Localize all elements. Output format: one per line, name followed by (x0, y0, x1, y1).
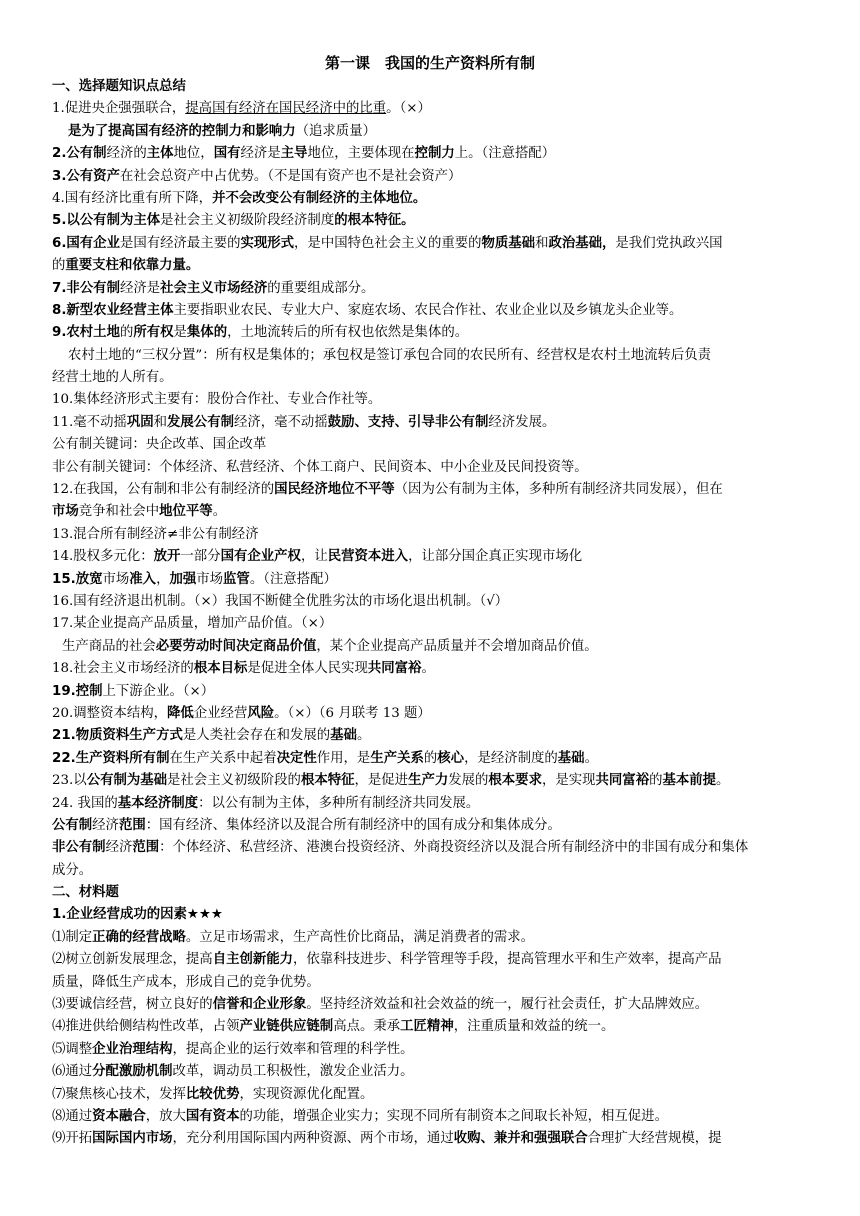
text-segment: ：国有经济、集体经济以及混合所有制经济中的国有成分和集体成分。 (145, 817, 561, 833)
emphasis-text: 工匠精神 (400, 1019, 454, 1035)
text-line (52, 233, 808, 255)
emphasis-text: 范围 (118, 817, 146, 833)
text-line (52, 143, 808, 165)
text-segment: ⑸调整 (52, 1041, 93, 1057)
emphasis-text: 正确的经营战略 (92, 929, 186, 945)
text-line (52, 389, 808, 411)
text-segment: （追求质量） (295, 123, 376, 139)
emphasis-text: 公有制为基础 (86, 773, 168, 789)
text-line (52, 322, 808, 344)
text-segment: （因为公有制为主体，多种所有制经济共同发展），但在 (394, 482, 723, 498)
emphasis-text: 根本要求 (488, 773, 542, 789)
section-heading (52, 882, 808, 904)
text-segment: 发展的 (448, 773, 489, 789)
emphasis-text: 根本特征 (300, 773, 355, 789)
text-segment: 成分。 (52, 862, 93, 878)
emphasis-text: 生产关系 (370, 750, 424, 766)
text-line (52, 793, 808, 815)
text-segment: 经济 (105, 840, 133, 856)
emphasis-text: 巩固 (126, 414, 154, 430)
text-segment: 23.以 (52, 773, 87, 789)
text-line (52, 636, 808, 658)
emphasis-text: 决定性 (276, 750, 317, 766)
text-line (52, 1016, 808, 1038)
text-line (52, 278, 808, 300)
emphasis-text: 3.公有资产 (52, 168, 120, 184)
emphasis-text: 国民经济地位不平等 (274, 482, 395, 498)
emphasis-text: 收购、兼并和强强联合 (453, 1131, 588, 1147)
emphasis-text: 鼓励、支持、引导非公有制 (327, 414, 489, 430)
text-line (52, 994, 808, 1016)
emphasis-text: 国际国内市场 (92, 1131, 173, 1147)
emphasis-text: 国有企业产权 (220, 549, 301, 565)
text-segment: 经济，毫不动摇 (233, 414, 328, 430)
emphasis-text: 比较优势 (185, 1086, 240, 1102)
emphasis-text: 发展公有制 (167, 414, 234, 430)
text-segment: 质量，降低生产成本，形成自己的竞争优势。 (52, 974, 320, 990)
text-segment: ， (156, 571, 170, 587)
text-segment: 的重要组成部分。 (267, 280, 375, 296)
emphasis-text: 非公有制 (52, 840, 106, 856)
text-segment: 。 (356, 728, 371, 744)
emphasis-text: 6.国有企业 (52, 235, 120, 251)
text-line (52, 972, 808, 994)
text-segment: 是社会主义初级阶段的 (167, 773, 301, 789)
text-line (52, 121, 808, 143)
emphasis-text: 基础 (330, 728, 357, 744)
text-segment: 经济的 (106, 146, 147, 162)
emphasis-text: 并不会改变公有制经济的主体地位。 (212, 190, 427, 206)
text-segment: 18.社会主义市场经济的 (52, 661, 194, 677)
text-line (52, 569, 808, 591)
text-segment: ，某个企业提高产品质量并不会增加商品价值。 (316, 638, 598, 654)
underlined-text: 提高国有经济在国民经济中的比重 (185, 101, 387, 117)
emphasis-text: 生产力 (408, 773, 449, 789)
text-line (52, 591, 808, 613)
text-segment: ，是实现 (541, 773, 596, 789)
text-segment: 竞争和社会中 (78, 504, 160, 520)
text-segment: 。 (584, 750, 598, 766)
text-line (52, 703, 808, 725)
emphasis-text: 8.新型农业经营主体 (52, 302, 174, 318)
emphasis-text: 重要支柱和依靠力量。 (65, 258, 200, 274)
text-segment: 11.毫不动摇 (52, 414, 127, 430)
emphasis-text: 信誉和企业形象 (212, 997, 307, 1013)
text-line (52, 725, 808, 747)
text-segment: 13.混合所有制经济≠非公有制经济 (52, 526, 259, 542)
text-segment: 1.企业经营成功的因素★★★ (52, 907, 223, 923)
text-segment: 是国有经济最主要的 (119, 235, 241, 251)
text-segment: 4.国有经济比重有所下降， (52, 190, 213, 206)
emphasis-text: 所有权 (133, 325, 174, 341)
emphasis-text: 是为了提高国有经济的控制力和影响力 (68, 123, 296, 139)
text-line (52, 255, 808, 277)
text-segment: ，是中国特色社会主义的重要的 (294, 235, 482, 251)
emphasis-text: 范围 (132, 840, 160, 856)
text-segment: 改革，调动员工积极性，激发企业活力。 (172, 1064, 414, 1080)
text-segment: ⑺聚焦核心技术，发挥 (52, 1086, 186, 1102)
text-segment: 企业经营 (193, 705, 248, 721)
text-line (52, 837, 808, 859)
text-line (52, 188, 808, 210)
emphasis-text: 企业治理结构 (92, 1041, 173, 1057)
text-line (52, 434, 808, 456)
emphasis-text: 9.农村土地 (52, 325, 120, 341)
text-segment: 12.在我国，公有制和非公有制经济的 (52, 482, 275, 498)
emphasis-text: 21.物质资料生产方式 (52, 728, 183, 744)
text-segment: 16.国有经济退出机制。（×）我国不断健全优胜劣汰的市场化退出机制。（√） (52, 593, 509, 609)
text-segment: 经济发展。 (488, 414, 556, 430)
text-segment: 。（注意搭配） (249, 571, 337, 587)
text-segment: ，实现资源优化配置。 (239, 1086, 374, 1102)
text-segment: 是社会主义初级阶段经济制度 (160, 213, 335, 229)
text-segment: ：以公有制为主体，多种所有制经济共同发展。 (198, 795, 480, 811)
emphasis-text: 必要劳动时间决定商品价值 (155, 638, 317, 654)
emphasis-text: 控制力 (414, 146, 455, 162)
text-line (52, 412, 808, 434)
text-segment: ：个体经济、私营经济、港澳台投资经济、外商投资经济以及混合所有制经济中的非国有成分和集体 (159, 840, 749, 856)
page-title: 第一课 我国的生产资料所有制 (324, 54, 535, 72)
text-line (52, 524, 808, 546)
document-body (52, 76, 808, 1151)
text-line (52, 1061, 808, 1083)
emphasis-text: 共同富裕 (595, 773, 650, 789)
emphasis-text: 基本前提 (662, 773, 717, 789)
text-line (52, 345, 808, 367)
text-segment: 和 (153, 414, 168, 430)
text-line (52, 367, 808, 389)
text-segment: 一、选择题知识点总结 (52, 79, 186, 94)
text-segment: 地位， (173, 146, 214, 162)
emphasis-text: 7.非公有制 (52, 280, 120, 296)
text-line (52, 1084, 808, 1106)
text-segment: 。 (716, 773, 730, 789)
text-segment: 。（×）（6 月联考 13 题） (274, 705, 431, 721)
text-segment: 是我们党执政兴国 (615, 235, 723, 251)
text-segment: 。立足市场需求，生产高性价比商品，满足消费者的需求。 (185, 929, 535, 945)
text-segment: 24. 我国的 (52, 795, 118, 811)
text-segment: 的 (649, 773, 663, 789)
emphasis-text: 集体的 (186, 325, 228, 341)
emphasis-text: 地位平等 (159, 504, 213, 520)
text-segment: 。坚持经济效益和社会效益的统一，履行社会责任，扩大品牌效应。 (306, 997, 709, 1013)
emphasis-text: 自主创新能力 (212, 952, 294, 968)
emphasis-text: 准入 (129, 571, 157, 587)
emphasis-text: 风险 (247, 705, 275, 721)
text-segment: 作用，是 (316, 750, 371, 766)
text-segment: 。 (212, 504, 227, 520)
text-segment: ，放大 (145, 1108, 186, 1124)
text-segment: 和 (535, 235, 549, 251)
text-segment: 经营土地的人所有。 (52, 370, 173, 386)
emphasis-text: 政治基础， (548, 235, 616, 251)
text-segment: 二、材料题 (52, 885, 119, 901)
emphasis-text: 加强 (169, 571, 197, 587)
text-segment: ，是促进 (354, 773, 409, 789)
text-line (52, 501, 808, 523)
emphasis-text: 基本经济制度 (117, 795, 199, 811)
text-segment: 公有制关键词：央企改革、国企改革 (52, 437, 267, 453)
text-segment: 合理扩大经营规模，提 (587, 1131, 722, 1147)
text-segment: 农村土地的“三权分置”：所有权是集体的；承包权是签订承包合同的农民所有、经营权是农村土地流转后负责 (68, 347, 712, 363)
text-segment: 高点。秉承 (333, 1019, 401, 1035)
emphasis-text: 22.生产资料所有制 (52, 750, 170, 766)
text-segment: 市场 (196, 571, 224, 587)
text-segment: 市场 (102, 571, 130, 587)
text-segment: 生产商品的社会 (62, 638, 156, 654)
text-segment: 经济 (92, 817, 119, 833)
text-segment: ⑴制定 (52, 929, 93, 945)
emphasis-text: 的根本特征。 (334, 213, 415, 229)
text-segment: 在生产关系中起着 (169, 750, 277, 766)
text-segment: 一部分 (180, 549, 221, 565)
text-line (52, 210, 808, 232)
text-line (52, 949, 808, 971)
emphasis-text: 资本融合 (92, 1108, 146, 1124)
text-segment: 1.促进央企强强联合， (52, 101, 186, 117)
text-segment: ⑷推进供给侧结构性改革，占领 (52, 1019, 240, 1035)
emphasis-text: 国有 (213, 146, 241, 162)
text-segment: ⑻通过 (52, 1108, 93, 1124)
emphasis-text: 监管 (223, 571, 250, 587)
text-segment: 是人类社会存在和发展的 (182, 728, 331, 744)
emphasis-text: 社会主义市场经济 (160, 280, 268, 296)
text-segment: 的功能，增强企业实力；实现不同所有制资本之间取长补短，相互促进。 (239, 1108, 668, 1124)
text-segment: 20.调整资本结构， (52, 705, 168, 721)
text-segment: 是促进全体人民实现 (247, 661, 368, 677)
text-line (52, 1106, 808, 1128)
emphasis-text: 核心 (437, 750, 465, 766)
text-segment: ，让 (300, 549, 328, 565)
text-segment: 地位，主要体现在 (307, 146, 415, 162)
text-segment: 非公有制关键词：个体经济、私营经济、个体工商户、民间资本、中小企业及民间投资等。 (52, 459, 588, 475)
text-segment: 14.股权多元化： (52, 549, 154, 565)
text-segment: 上下游企业。（×） (102, 683, 215, 699)
emphasis-text: 民营资本进入 (327, 549, 409, 565)
text-segment: 经济是 (240, 146, 281, 162)
emphasis-text: 19.控制 (52, 683, 103, 699)
text-segment: 17.某企业提高产品质量，增加产品价值。（×） (52, 616, 333, 632)
emphasis-text: 产业链供应链制 (239, 1019, 334, 1035)
emphasis-text: 主体 (146, 146, 174, 162)
section-heading (52, 76, 808, 98)
text-segment: 的 (119, 325, 134, 341)
text-segment: 。（×） (386, 101, 431, 117)
text-segment: ⑶要诚信经营，树立良好的 (52, 997, 213, 1013)
text-segment: 是 (173, 325, 187, 341)
text-line (52, 166, 808, 188)
text-segment: 。 (421, 661, 435, 677)
text-line (52, 546, 808, 568)
text-line (52, 860, 808, 882)
emphasis-text: 实现形式 (240, 235, 295, 251)
text-line (52, 815, 808, 837)
emphasis-text: 5.以公有制为主体 (52, 213, 161, 229)
emphasis-text: 放开 (153, 549, 181, 565)
text-line (52, 613, 808, 635)
text-line (52, 1039, 808, 1061)
text-line (52, 927, 808, 949)
text-segment: ，注重质量和效益的统一。 (453, 1019, 615, 1035)
text-line (52, 98, 808, 120)
text-line (52, 479, 808, 501)
emphasis-text: 基础 (557, 750, 585, 766)
emphasis-text: 根本目标 (193, 661, 248, 677)
emphasis-text: 国有资本 (185, 1108, 240, 1124)
text-line (52, 681, 808, 703)
text-segment: ⑹通过 (52, 1064, 93, 1080)
text-segment: 主要指职业农民、专业大户、家庭农场、农民合作社、农业企业以及乡镇龙头企业等。 (173, 302, 683, 318)
text-segment: 经济是 (119, 280, 161, 296)
text-segment: ⑵树立创新发展理念，提高 (52, 952, 213, 968)
emphasis-text: 15.放宽 (52, 571, 103, 587)
text-segment: 上。（注意搭配） (454, 146, 556, 162)
emphasis-text: 物质基础 (481, 235, 536, 251)
text-segment: 10.集体经济形式主要有：股份合作社、专业合作社等。 (52, 392, 382, 408)
text-segment: ，提高企业的运行效率和管理的科学性。 (172, 1041, 414, 1057)
text-segment: 的 (52, 258, 66, 274)
emphasis-text: 降低 (167, 705, 194, 721)
emphasis-text: 2.公有制 (52, 146, 107, 162)
text-line (52, 770, 808, 792)
text-line (52, 748, 808, 770)
section-heading (52, 904, 808, 926)
text-segment: ，土地流转后的所有权也依然是集体的。 (227, 325, 469, 341)
text-segment: ⑼开拓 (52, 1131, 93, 1147)
emphasis-text: 分配激励机制 (92, 1064, 173, 1080)
text-line (52, 1128, 808, 1150)
emphasis-text: 市场 (52, 504, 79, 520)
emphasis-text: 共同富裕 (367, 661, 422, 677)
text-segment: 的 (423, 750, 438, 766)
emphasis-text: 公有制 (52, 817, 93, 833)
text-segment: 在社会总资产中占优势。（不是国有资产也不是社会资产） (119, 168, 462, 184)
text-segment: ，充分利用国际国内两种资源、两个市场，通过 (172, 1131, 454, 1147)
emphasis-text: 主导 (280, 146, 308, 162)
text-segment: ，是经济制度的 (464, 750, 558, 766)
text-line (52, 300, 808, 322)
text-segment: ，依靠科技进步、科学管理等手段，提高管理水平和生产效率，提高产品 (293, 952, 722, 968)
text-line (52, 658, 808, 680)
text-line (52, 457, 808, 479)
text-segment: ，让部分国企真正实现市场化 (408, 549, 583, 565)
